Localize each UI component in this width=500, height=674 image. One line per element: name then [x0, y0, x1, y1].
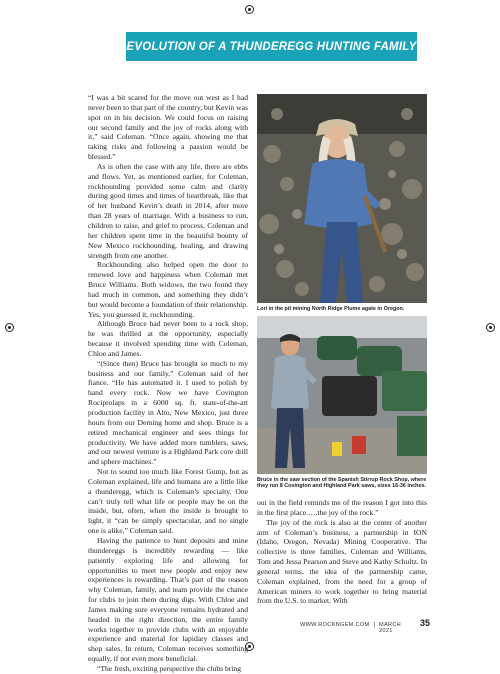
title-banner: [126, 32, 417, 61]
registration-mark-right: [486, 323, 495, 332]
page-number: 35: [419, 618, 430, 628]
body-paragraph: “I was a bit scared for the move out west as I had never been to that part of the country, but Kevin was spot on in his decision. We could focus on raising our second family and the joy of rocks along with it,” said Coleman. “Once again, showing me that taking risks and following a passion would be blessed.”: [88, 93, 248, 162]
photo-caption: Bruce in the saw section of the Spanish Stirrup Rock Shop, where they run 8 Covington and Highland Park saws, sizes 16-36 inches.: [257, 477, 427, 490]
body-paragraph: The joy of the rock is also at the center of another arm of Coleman’s business, a partnership in ION (Idaho, Oregon, Nevada) Mining Cooperative. The collective is three families, Coleman and Williams, Tom and Jessa Pearson and Steve and Kathy Schultz. In general terms, the idea of the partnership came, Coleman explained, from the need for a group of American miners to work together to bring material from the U.S. to market. With: [257, 517, 427, 606]
body-paragraph: “The fresh, exciting perspective the clubs bring: [97, 663, 242, 673]
body-paragraph: As is often the case with any life, there are ebbs and flows. Yet, as mentioned earlier, for Coleman, rockhounding provided some calm and clarity during good times and times of heartbreak, like that of her husband Kevin’s death in 2014, after more than 28 years of marriage. With a business to run, children to raise, and grief to process, Coleman and her children spent time in the beautiful bounty of New Mexico rockhounding, healing, and drawing strength from one another.: [88, 161, 248, 260]
lori-mining-photo: [257, 94, 427, 303]
article-title: EVOLUTION OF A THUNDEREGG HUNTING FAMILY: [126, 40, 417, 53]
lori-mining-illustration: [257, 94, 427, 303]
footer-separator: |: [373, 622, 375, 628]
registration-mark-top: [245, 5, 254, 14]
body-paragraph: Although Bruce had never been to a rock shop, he was thrilled at the opportunity, especially because it involved spending time with Coleman, Chloe and James.: [88, 319, 248, 358]
body-paragraph: Not to sound too much like Forest Gump, but as Coleman explained, life and humans are a little like a thunderegg, which is Coleman’s specialty. One can’t truly tell what life or people may be on the inside, but, often, when the inside is brought to light, it “can be simply spectacular, and no single one is alike,” Coleman said.: [88, 467, 248, 536]
body-paragraph: Having the patience to hunt deposits and mine thundereggs is incredibly rewarding — like patiently exploring life and allowing for opportunities to meet new people and enjoy new experiences is rewarding. That’s part of the reason why Coleman, family, and team provide the chance for clubs to join them during digs. With Chloe and James making sure everyone remains hydrated and headed in the right direction, the entire family works together to provide clubs with an enjoyable experience and material for lapidary classes and shop sales. In return, Coleman receives something equally, if not even more beneficial.: [88, 535, 248, 664]
footer-issue-date: MARCH 2021: [379, 622, 402, 634]
bruce-saw-illustration: [257, 316, 427, 474]
body-column-right: [257, 498, 427, 606]
footer-url[interactable]: WWW.ROCKNGEM.COM: [300, 622, 370, 628]
page-footer: [300, 618, 430, 634]
photo-caption: Lori in the pit mining North Ridge Plume agate in Oregon.: [257, 306, 405, 312]
body-paragraph: “(Since then) Bruce has brought so much to my business and our family,” Coleman said of her fiance. “He has automated it. I used to polish by hand every rock. Now we have Covington Rociprolaps in a 6000 sq. ft. state-of-the-art production facility in Alto, New Mexico, just three hours from our Deming home and shop. Bruce is a retired mechanical engineer and sees things for productivity. We have added more tumblers, saws, and our newest venture is a Highland Park core drill and sphere machines.”: [88, 358, 248, 467]
bruce-saw-section-photo: [257, 316, 427, 474]
body-column-left: [88, 93, 248, 674]
body-paragraph: Rockhounding also helped open the door to renewed love and happiness when Coleman met Bruce Williams. Both widows, the two found they had much in common, and something they didn’t but would become a foundation of their relationship. Yes, you guessed it, rockhounding.: [88, 260, 248, 319]
registration-mark-left: [5, 323, 14, 332]
body-paragraph: out in the field reminds me of the reason I got into this in the first place.….the joy of the rock.”: [257, 498, 427, 517]
